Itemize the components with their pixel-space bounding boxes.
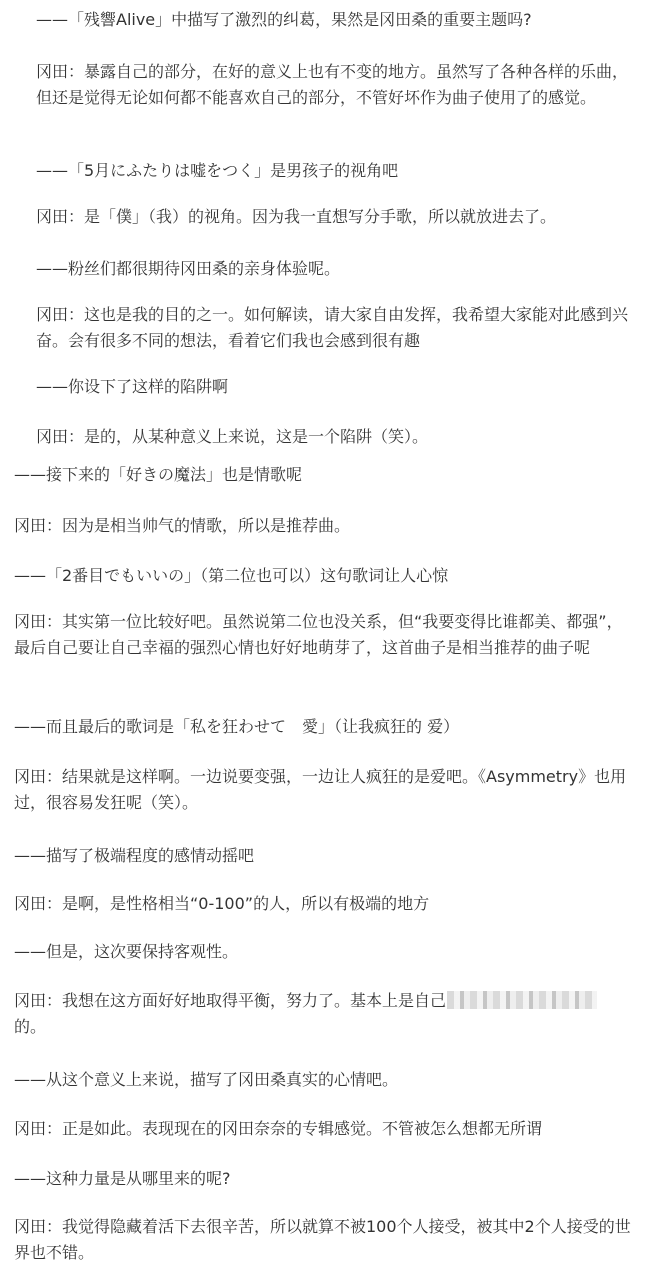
interview-answer: 冈田：暴露自己的部分，在好的意义上也有不变的地方。虽然写了各种各样的乐曲，但还是觉得无论如何都不能喜欢自己的部分，不管好坏作为曲子使用了的感觉。 (36, 62, 629, 107)
interview-answer: 冈田：这也是我的目的之一。如何解读，请大家自由发挥，我希望大家能对此感到兴奋。会有很多不同的想法，看着它们我也会感到很有趣 (36, 305, 629, 350)
interview-answer: 冈田：是啊，是性格相当“0-100”的人，所以有极端的地方 (14, 894, 430, 913)
interview-answer: 冈田：结果就是这样啊。一边说要变强，一边让人疯狂的是爱吧。《Asymmetry》也用过，很容易发狂呢（笑）。 (14, 767, 627, 812)
answer-text: 冈田：我想在这方面好好地取得平衡，努力了。基本上是自己 (14, 991, 447, 1010)
interview-question: ——从这个意义上来说，描写了冈田桑真实的心情吧。 (14, 1070, 399, 1089)
interview-question: ——你设下了这样的陷阱啊 (36, 377, 229, 396)
interview-question: ——粉丝们都很期待冈田桑的亲身体验呢。 (36, 259, 341, 278)
interview-question: ——「残響Alive」中描写了激烈的纠葛，果然是冈田桑的重要主题吗? (36, 10, 532, 29)
interview-question: ——接下来的「好きの魔法」也是情歌呢 (14, 465, 303, 484)
answer-text-continued: 的。 (14, 1017, 47, 1036)
interview-question: ——描写了极端程度的感情动摇吧 (14, 846, 255, 865)
interview-answer: 冈田：因为是相当帅气的情歌，所以是推荐曲。 (14, 516, 351, 535)
interview-answer (14, 988, 638, 1040)
interview-question: ——「5月にふたりは嘘をつく」是男孩子的视角吧 (36, 161, 399, 180)
interview-question: ——但是，这次要保持客观性。 (14, 942, 239, 961)
interview-answer: 冈田：是的，从某种意义上来说，这是一个陷阱（笑）。 (36, 427, 429, 446)
interview-answer: 冈田：我觉得隐藏着活下去很辛苦，所以就算不被100个人接受，被其中2个人接受的世界也不错。 (14, 1217, 631, 1262)
interview-question: ——「2番目でもいいの」（第二位也可以）这句歌词让人心惊 (14, 566, 449, 585)
interview-answer: 冈田：正是如此。表现现在的冈田奈奈的专辑感觉。不管被怎么想都无所谓 (14, 1119, 543, 1138)
redacted-text-blur (447, 991, 597, 1009)
interview-answer: 冈田：是「僕」（我）的视角。因为我一直想写分手歌，所以就放进去了。 (36, 207, 557, 226)
interview-question: ——这种力量是从哪里来的呢? (14, 1169, 231, 1188)
interview-question: ——而且最后的歌词是「私を狂わせて 愛」（让我疯狂的 爱） (14, 717, 460, 736)
interview-answer: 冈田：其实第一位比较好吧。虽然说第二位也没关系，但“我要变得比谁都美、都强”，最后自己要让自己幸福的强烈心情也好好地萌芽了，这首曲子是相当推荐的曲子呢 (14, 612, 623, 657)
